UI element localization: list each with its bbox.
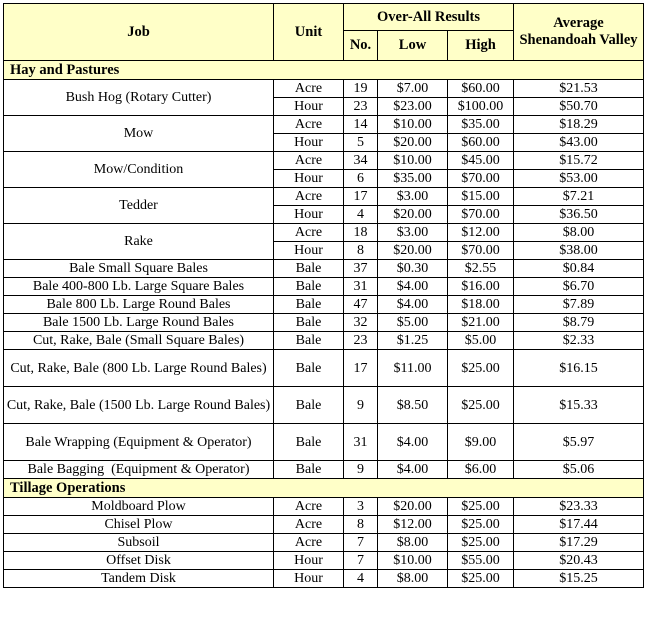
no-cell: 32 (344, 314, 378, 332)
low-cell: $20.00 (378, 134, 448, 152)
average-cell: $8.00 (514, 224, 644, 242)
unit-cell: Acre (274, 534, 344, 552)
job-cell: Mow/Condition (4, 152, 274, 188)
low-cell: $10.00 (378, 116, 448, 134)
no-cell: 6 (344, 170, 378, 188)
no-cell: 34 (344, 152, 378, 170)
unit-cell: Bale (274, 424, 344, 461)
no-cell: 3 (344, 498, 378, 516)
unit-cell: Bale (274, 332, 344, 350)
low-cell: $4.00 (378, 296, 448, 314)
no-cell: 37 (344, 260, 378, 278)
unit-cell: Acre (274, 152, 344, 170)
unit-cell: Bale (274, 278, 344, 296)
job-cell: Bale 1500 Lb. Large Round Bales (4, 314, 274, 332)
table-row (4, 224, 644, 242)
no-cell: 23 (344, 98, 378, 116)
high-cell: $35.00 (448, 116, 514, 134)
high-cell: $25.00 (448, 516, 514, 534)
no-cell: 8 (344, 516, 378, 534)
unit-cell: Acre (274, 116, 344, 134)
average-cell: $2.33 (514, 332, 644, 350)
unit-cell: Bale (274, 314, 344, 332)
unit-cell: Bale (274, 387, 344, 424)
low-cell: $35.00 (378, 170, 448, 188)
unit-cell: Acre (274, 498, 344, 516)
table-row (4, 350, 644, 387)
average-cell: $17.44 (514, 516, 644, 534)
no-cell: 19 (344, 80, 378, 98)
high-cell: $25.00 (448, 570, 514, 588)
unit-cell: Bale (274, 461, 344, 479)
unit-cell: Hour (274, 134, 344, 152)
high-cell: $12.00 (448, 224, 514, 242)
high-cell: $25.00 (448, 534, 514, 552)
no-cell: 9 (344, 461, 378, 479)
job-cell: Cut, Rake, Bale (Small Square Bales) (4, 332, 274, 350)
average-cell: $21.53 (514, 80, 644, 98)
table-row (4, 260, 644, 278)
table-row (4, 116, 644, 134)
no-cell: 7 (344, 552, 378, 570)
no-cell: 7 (344, 534, 378, 552)
average-cell: $36.50 (514, 206, 644, 224)
table-row (4, 498, 644, 516)
header-high: High (448, 31, 514, 61)
job-cell: Subsoil (4, 534, 274, 552)
average-cell: $7.21 (514, 188, 644, 206)
no-cell: 9 (344, 387, 378, 424)
average-cell: $0.84 (514, 260, 644, 278)
average-cell: $17.29 (514, 534, 644, 552)
high-cell: $6.00 (448, 461, 514, 479)
table-row (4, 188, 644, 206)
high-cell: $16.00 (448, 278, 514, 296)
unit-cell: Hour (274, 98, 344, 116)
average-cell: $38.00 (514, 242, 644, 260)
job-cell: Bale Bagging (Equipment & Operator) (4, 461, 274, 479)
low-cell: $8.00 (378, 570, 448, 588)
job-cell: Bale 400-800 Lb. Large Square Bales (4, 278, 274, 296)
low-cell: $10.00 (378, 552, 448, 570)
average-cell: $7.89 (514, 296, 644, 314)
job-cell: Tandem Disk (4, 570, 274, 588)
high-cell: $15.00 (448, 188, 514, 206)
high-cell: $70.00 (448, 206, 514, 224)
high-cell: $5.00 (448, 332, 514, 350)
section-title-tillage: Tillage Operations (4, 479, 644, 498)
job-cell: Tedder (4, 188, 274, 224)
low-cell: $8.00 (378, 534, 448, 552)
no-cell: 17 (344, 350, 378, 387)
unit-cell: Acre (274, 188, 344, 206)
high-cell: $55.00 (448, 552, 514, 570)
low-cell: $20.00 (378, 498, 448, 516)
job-cell: Mow (4, 116, 274, 152)
average-cell: $5.06 (514, 461, 644, 479)
low-cell: $11.00 (378, 350, 448, 387)
unit-cell: Hour (274, 206, 344, 224)
no-cell: 23 (344, 332, 378, 350)
custom-rates-table (3, 3, 644, 588)
table-row (4, 332, 644, 350)
low-cell: $1.25 (378, 332, 448, 350)
average-cell: $18.29 (514, 116, 644, 134)
header-no: No. (344, 31, 378, 61)
no-cell: 8 (344, 242, 378, 260)
high-cell: $25.00 (448, 350, 514, 387)
high-cell: $60.00 (448, 134, 514, 152)
unit-cell: Hour (274, 170, 344, 188)
low-cell: $3.00 (378, 224, 448, 242)
job-cell: Bale Wrapping (Equipment & Operator) (4, 424, 274, 461)
job-cell: Moldboard Plow (4, 498, 274, 516)
high-cell: $100.00 (448, 98, 514, 116)
section-row-tillage (4, 479, 644, 498)
job-cell: Rake (4, 224, 274, 260)
high-cell: $21.00 (448, 314, 514, 332)
low-cell: $4.00 (378, 424, 448, 461)
unit-cell: Hour (274, 552, 344, 570)
average-cell: $15.33 (514, 387, 644, 424)
high-cell: $2.55 (448, 260, 514, 278)
header-row-1 (4, 4, 644, 31)
table-row (4, 461, 644, 479)
low-cell: $4.00 (378, 461, 448, 479)
low-cell: $7.00 (378, 80, 448, 98)
unit-cell: Hour (274, 242, 344, 260)
low-cell: $4.00 (378, 278, 448, 296)
unit-cell: Acre (274, 516, 344, 534)
table-row (4, 80, 644, 98)
job-cell: Bale Small Square Bales (4, 260, 274, 278)
low-cell: $23.00 (378, 98, 448, 116)
high-cell: $60.00 (448, 80, 514, 98)
average-cell: $50.70 (514, 98, 644, 116)
low-cell: $3.00 (378, 188, 448, 206)
no-cell: 47 (344, 296, 378, 314)
low-cell: $20.00 (378, 242, 448, 260)
low-cell: $20.00 (378, 206, 448, 224)
no-cell: 31 (344, 278, 378, 296)
header-average: Average Shenandoah Valley (514, 4, 644, 61)
unit-cell: Hour (274, 570, 344, 588)
average-cell: $15.72 (514, 152, 644, 170)
low-cell: $12.00 (378, 516, 448, 534)
table-row (4, 570, 644, 588)
table-row (4, 387, 644, 424)
table-row (4, 424, 644, 461)
no-cell: 31 (344, 424, 378, 461)
high-cell: $25.00 (448, 387, 514, 424)
high-cell: $45.00 (448, 152, 514, 170)
job-cell: Cut, Rake, Bale (800 Lb. Large Round Bales) (4, 350, 274, 387)
table-row (4, 278, 644, 296)
header-job: Job (4, 4, 274, 61)
table-body (4, 61, 644, 588)
average-cell: $6.70 (514, 278, 644, 296)
low-cell: $10.00 (378, 152, 448, 170)
low-cell: $5.00 (378, 314, 448, 332)
high-cell: $25.00 (448, 498, 514, 516)
no-cell: 4 (344, 206, 378, 224)
average-cell: $16.15 (514, 350, 644, 387)
average-cell: $5.97 (514, 424, 644, 461)
job-cell: Cut, Rake, Bale (1500 Lb. Large Round Bales) (4, 387, 274, 424)
average-cell: $43.00 (514, 134, 644, 152)
table-row (4, 152, 644, 170)
table-row (4, 296, 644, 314)
job-cell: Chisel Plow (4, 516, 274, 534)
header-low: Low (378, 31, 448, 61)
average-cell: $8.79 (514, 314, 644, 332)
job-cell: Offset Disk (4, 552, 274, 570)
no-cell: 18 (344, 224, 378, 242)
unit-cell: Bale (274, 350, 344, 387)
no-cell: 14 (344, 116, 378, 134)
high-cell: $18.00 (448, 296, 514, 314)
table-row (4, 516, 644, 534)
section-row-hay (4, 61, 644, 80)
job-cell: Bale 800 Lb. Large Round Bales (4, 296, 274, 314)
unit-cell: Acre (274, 224, 344, 242)
no-cell: 17 (344, 188, 378, 206)
average-cell: $15.25 (514, 570, 644, 588)
unit-cell: Bale (274, 296, 344, 314)
job-cell: Bush Hog (Rotary Cutter) (4, 80, 274, 116)
average-cell: $20.43 (514, 552, 644, 570)
section-title-hay: Hay and Pastures (4, 61, 644, 80)
no-cell: 4 (344, 570, 378, 588)
average-cell: $53.00 (514, 170, 644, 188)
table-row (4, 534, 644, 552)
high-cell: $70.00 (448, 242, 514, 260)
header-overall-results: Over-All Results (344, 4, 514, 31)
high-cell: $9.00 (448, 424, 514, 461)
high-cell: $70.00 (448, 170, 514, 188)
no-cell: 5 (344, 134, 378, 152)
unit-cell: Bale (274, 260, 344, 278)
unit-cell: Acre (274, 80, 344, 98)
table-row (4, 314, 644, 332)
low-cell: $8.50 (378, 387, 448, 424)
header-unit: Unit (274, 4, 344, 61)
average-cell: $23.33 (514, 498, 644, 516)
low-cell: $0.30 (378, 260, 448, 278)
table-row (4, 552, 644, 570)
